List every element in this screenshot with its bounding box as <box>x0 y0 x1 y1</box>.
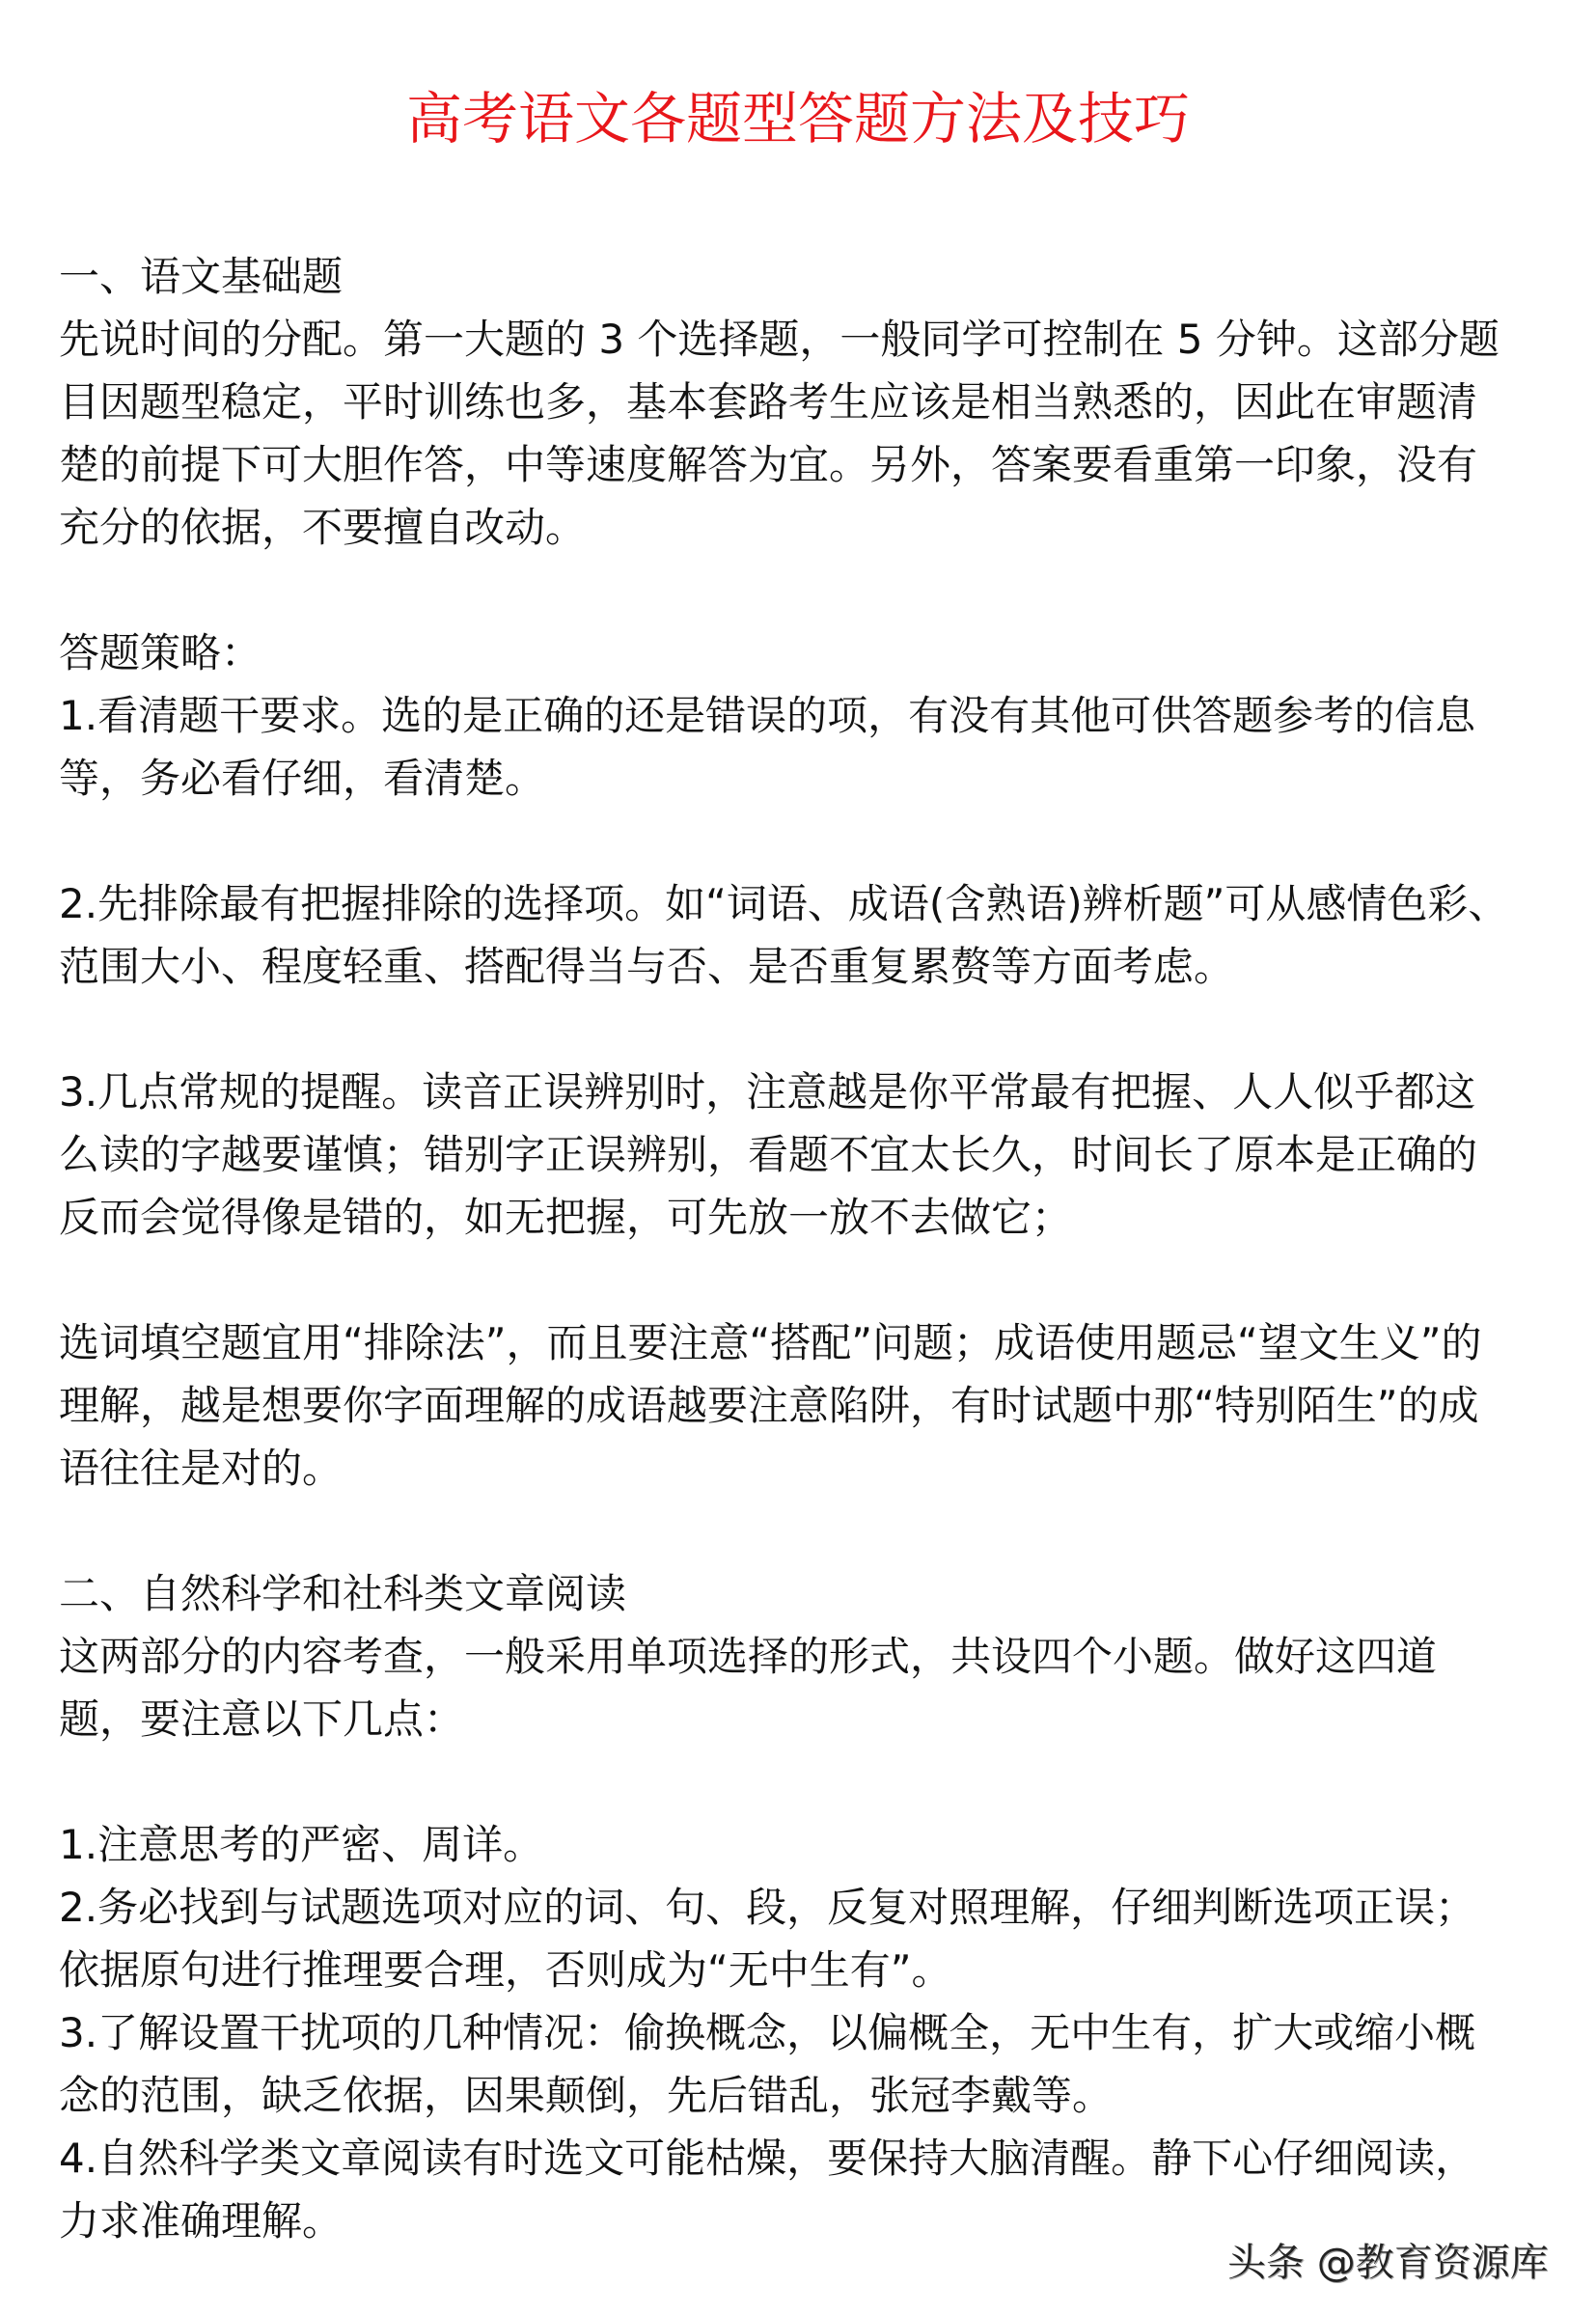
text-line: 力求准确理解。 <box>59 2197 344 2245</box>
text-line: 语往往是对的。 <box>59 1445 344 1492</box>
text-line: 3.了解设置干扰项的几种情况：偷换概念，以偏概全，无中生有，扩大或缩小概 <box>59 2009 1476 2056</box>
text-line: 念的范围，缺乏依据，因果颠倒，先后错乱，张冠李戴等。 <box>59 2072 1114 2119</box>
blank-line <box>59 559 1564 621</box>
text-line: 二、自然科学和社科类文章阅读 <box>59 1570 627 1617</box>
text-line: 1.看清题干要求。选的是正确的还是错误的项，有没有其他可供答题参考的信息 <box>59 692 1476 739</box>
text-line: 目因题型稳定，平时训练也多，基本套路考生应该是相当熟悉的，因此在审题清 <box>59 378 1478 426</box>
text-line: 一、语文基础题 <box>59 253 344 300</box>
text-line: 选词填空题宜用“排除法”，而且要注意“搭配”问题；成语使用题忌“望文生义”的 <box>59 1319 1482 1366</box>
text-line: 题，要注意以下几点： <box>59 1695 465 1743</box>
text-line: 答题策略： <box>59 629 262 676</box>
document-body <box>59 245 1564 2252</box>
text-line: 2.先排除最有把握排除的选择项。如“词语、成语(含熟语)辨析题”可从感情色彩、 <box>59 880 1509 927</box>
text-line: 1.注意思考的严密、周详。 <box>59 1821 544 1868</box>
text-line: 楚的前提下可大胆作答，中等速度解答为宜。另外，答案要看重第一印象，没有 <box>59 441 1478 488</box>
blank-line <box>59 1750 1564 1813</box>
text-line: 反而会觉得像是错的，如无把握，可先放一放不去做它； <box>59 1194 1073 1241</box>
text-line: 4.自然科学类文章阅读有时选文可能枯燥，要保持大脑清醒。静下心仔细阅读， <box>59 2135 1476 2182</box>
blank-line <box>59 810 1564 872</box>
text-line: 2.务必找到与试题选项对应的词、句、段，反复对照理解，仔细判断选项正误； <box>59 1884 1476 1931</box>
text-line: 充分的依据，不要擅自改动。 <box>59 504 587 551</box>
text-line: 等，务必看仔细，看清楚。 <box>59 755 546 802</box>
blank-line <box>59 998 1564 1061</box>
blank-line <box>59 1500 1564 1562</box>
blank-line <box>59 1249 1564 1311</box>
text-line: 么读的字越要谨慎；错别字正误辨别，看题不宜太长久，时间长了原本是正确的 <box>59 1131 1478 1178</box>
text-line: 3.几点常规的提醒。读音正误辨别时，注意越是你平常最有把握、人人似乎都这 <box>59 1068 1476 1116</box>
text-line: 依据原句进行推理要合理，否则成为“无中生有”。 <box>59 1946 952 1994</box>
document-title: 高考语文各题型答题方法及技巧 <box>405 86 1190 152</box>
watermark: 头条 @教育资源库 <box>1227 2241 1549 2285</box>
text-line: 范围大小、程度轻重、搭配得当与否、是否重复累赘等方面考虑。 <box>59 943 1235 990</box>
text-line: 先说时间的分配。第一大题的 3 个选择题，一般同学可控制在 5 分钟。这部分题 <box>59 316 1500 363</box>
text-line: 这两部分的内容考查，一般采用单项选择的形式，共设四个小题。做好这四道 <box>59 1633 1438 1680</box>
text-line: 理解，越是想要你字面理解的成语越要注意陷阱，有时试题中那“特别陌生”的成 <box>59 1382 1479 1429</box>
